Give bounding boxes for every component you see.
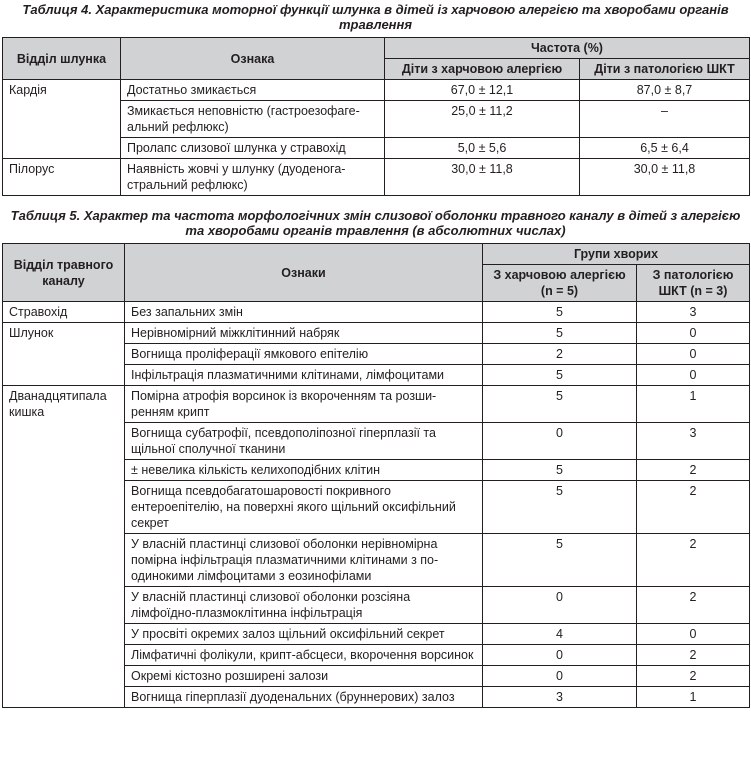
section-cell: Дванадцятипала кишка	[3, 386, 125, 708]
header-frequency: Частота (%)	[385, 38, 750, 59]
header-gi-pathology: Діти з патологією ШКТ	[580, 59, 750, 80]
sign-cell: Наявність жовчі у шлунку (дуоденога-стральний рефлюкс)	[121, 159, 385, 196]
table-row	[3, 80, 750, 101]
table-row	[3, 302, 750, 323]
sign-cell: Вогнища псевдобагатошаровості покривного ентероепітелію, на поверхні якого щільний оксифільний секрет	[125, 481, 483, 534]
table-4-caption: Таблиця 4. Характеристика моторної функції шлунка в дітей із харчовою алергією та хворобами органів травлення	[22, 2, 729, 32]
value-food-allergy: 30,0 ± 11,8	[385, 159, 580, 196]
section-cell: Стравохід	[3, 302, 125, 323]
value-food-allergy: 3	[483, 687, 637, 708]
value-gi-pathology: 2	[637, 587, 750, 624]
header-gi-pathology: З патологією ШКТ (n = 3)	[637, 265, 750, 302]
value-food-allergy: 0	[483, 587, 637, 624]
section-cell: Пілорус	[3, 159, 121, 196]
value-food-allergy: 67,0 ± 12,1	[385, 80, 580, 101]
value-gi-pathology: 0	[637, 365, 750, 386]
value-gi-pathology: 2	[637, 645, 750, 666]
table-row	[3, 386, 750, 423]
header-food-allergy: Діти з харчовою алергією	[385, 59, 580, 80]
sign-cell: Нерівномірний міжклітинний набряк	[125, 323, 483, 344]
value-gi-pathology: 0	[637, 624, 750, 645]
value-gi-pathology: 3	[637, 302, 750, 323]
sign-cell: У власній пластинці слизової оболонки розсіяна лімфоїдно-плазмоклітинна інфільтрація	[125, 587, 483, 624]
sign-cell: Помірна атрофія ворсинок із вкороченням та розши-ренням крипт	[125, 386, 483, 423]
value-food-allergy: 5	[483, 323, 637, 344]
value-gi-pathology: 30,0 ± 11,8	[580, 159, 750, 196]
sign-cell: Достатньо змикається	[121, 80, 385, 101]
sign-cell: Окремі кістозно розширені залози	[125, 666, 483, 687]
table-5	[2, 243, 750, 708]
sign-cell: ± невелика кількість келихоподібних клітин	[125, 460, 483, 481]
table-4	[2, 37, 750, 196]
value-gi-pathology: 0	[637, 323, 750, 344]
sign-cell: Вогнища гіперплазії дуоденальних (бруннерових) залоз	[125, 687, 483, 708]
sign-cell: Пролапс слизової шлунка у стравохід	[121, 138, 385, 159]
value-food-allergy: 4	[483, 624, 637, 645]
value-gi-pathology: 1	[637, 687, 750, 708]
header-section: Відділ шлунка	[3, 38, 121, 80]
value-gi-pathology: 6,5 ± 6,4	[580, 138, 750, 159]
sign-cell: Змикається неповністю (гастроезофаге-альний рефлюкс)	[121, 101, 385, 138]
sign-cell: Інфільтрація плазматичними клітинами, лімфоцитами	[125, 365, 483, 386]
value-gi-pathology: 87,0 ± 8,7	[580, 80, 750, 101]
section-cell: Шлунок	[3, 323, 125, 386]
value-gi-pathology: 2	[637, 534, 750, 587]
value-food-allergy: 5,0 ± 5,6	[385, 138, 580, 159]
header-section: Відділ травного каналу	[3, 244, 125, 302]
header-signs: Ознаки	[125, 244, 483, 302]
value-gi-pathology: 1	[637, 386, 750, 423]
value-food-allergy: 2	[483, 344, 637, 365]
value-gi-pathology: 2	[637, 481, 750, 534]
value-gi-pathology: 2	[637, 666, 750, 687]
section-cell: Кардія	[3, 80, 121, 159]
value-food-allergy: 5	[483, 460, 637, 481]
table-row	[3, 159, 750, 196]
value-food-allergy: 5	[483, 302, 637, 323]
value-food-allergy: 5	[483, 386, 637, 423]
value-food-allergy: 5	[483, 481, 637, 534]
value-gi-pathology: 2	[637, 460, 750, 481]
sign-cell: Вогнища субатрофії, псевдополіпозної гіперплазії та щільної сполучної тканини	[125, 423, 483, 460]
table-row	[3, 323, 750, 344]
value-gi-pathology: 0	[637, 344, 750, 365]
value-gi-pathology: 3	[637, 423, 750, 460]
value-food-allergy: 5	[483, 534, 637, 587]
value-food-allergy: 0	[483, 645, 637, 666]
sign-cell: Лімфатичні фолікули, крипт-абсцеси, вкорочення ворсинок	[125, 645, 483, 666]
sign-cell: Вогнища проліферації ямкового епітелію	[125, 344, 483, 365]
value-gi-pathology: –	[580, 101, 750, 138]
value-food-allergy: 5	[483, 365, 637, 386]
sign-cell: У власній пластинці слизової оболонки нерівномірна помірна інфільтрація плазматичними клітинами з по-одинокими лімфоцитами з еозинофілами	[125, 534, 483, 587]
header-groups: Групи хворих	[483, 244, 750, 265]
sign-cell: У просвіті окремих залоз щільний оксифільний секрет	[125, 624, 483, 645]
value-food-allergy: 0	[483, 666, 637, 687]
header-food-allergy: З харчовою алергією (n = 5)	[483, 265, 637, 302]
sign-cell: Без запальних змін	[125, 302, 483, 323]
value-food-allergy: 25,0 ± 11,2	[385, 101, 580, 138]
value-food-allergy: 0	[483, 423, 637, 460]
header-sign: Ознака	[121, 38, 385, 80]
table-5-caption: Таблиця 5. Характер та частота морфологічних змін слизової оболонки травного каналу в дітей з алергією та хворобами органів травлення (в абсолютних числах)	[10, 208, 741, 238]
